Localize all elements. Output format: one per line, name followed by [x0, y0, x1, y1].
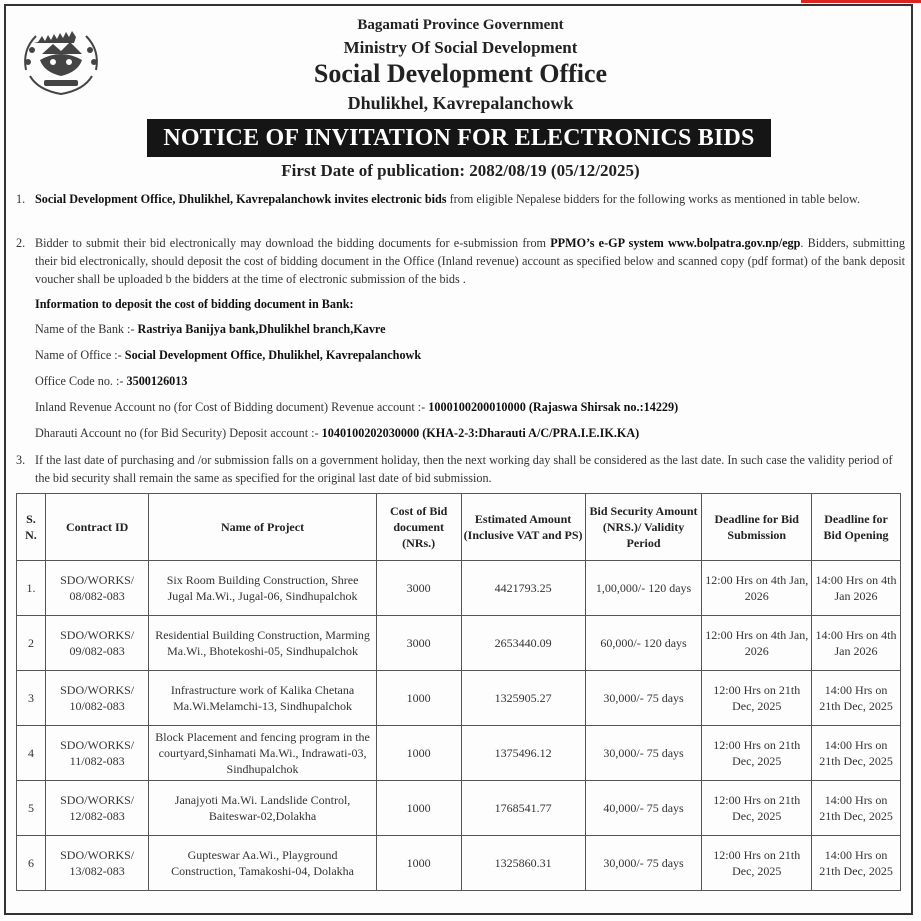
cell-bid-security: 40,000/- 75 days [585, 781, 702, 836]
para1-bold: Social Development Office, Dhulikhel, Kavrepalanchowk invites electronic bids [35, 192, 447, 206]
cell-submission-deadline: 12:00 Hrs on 21th Dec, 2025 [702, 781, 812, 836]
cell-project-name: Infrastructure work of Kalika Chetana Ma.Wi.Melamchi-13, Sindhupalchok [149, 671, 376, 726]
cell-bid-doc-cost: 1000 [376, 836, 461, 891]
bank-info-heading: Information to deposit the cost of bidding document in Bank: [35, 297, 354, 311]
office-name-value: Social Development Office, Dhulikhel, Kavrepalanchowk [124, 348, 422, 362]
cell-submission-deadline: 12:00 Hrs on 21th Dec, 2025 [702, 726, 812, 781]
office-code-value: 3500126013 [126, 374, 188, 388]
office-name-line: Name of Office :- Social Development Office, Dhulikhel, Kavrepalanchowk [35, 348, 422, 362]
cell-project-name: Block Placement and fencing program in the courtyard,Sinhamati Ma.Wi., Indrawati-03, Sindhupalchok [149, 726, 376, 781]
para1 [35, 190, 905, 208]
header-bid-doc-cost: Cost of Bid document (NRs.) [376, 494, 461, 561]
cell-sn: 1. [17, 561, 46, 616]
header-submission-deadline: Deadline for Bid Submission [702, 494, 812, 561]
cell-estimated-amount: 1768541.77 [461, 781, 585, 836]
header-bid-security: Bid Security Amount (NRS.)/ Validity Period [585, 494, 702, 561]
table-header-row [17, 494, 901, 561]
cell-estimated-amount: 1325905.27 [461, 671, 585, 726]
cell-bid-security: 30,000/- 75 days [585, 671, 702, 726]
cell-sn: 5 [17, 781, 46, 836]
para2-number: 2. [16, 236, 26, 250]
cell-contract-id: SDO/WORKS/ 13/082-083 [45, 836, 148, 891]
para3: If the last date of purchasing and /or submission falls on a government holiday, then the next working day shall be considered as the last date. In such case the validity period of the bid security shall remain the same as specified for the original last date of bid submission. [35, 453, 893, 485]
bids-table [16, 493, 901, 891]
government-name: Bagamati Province Government [357, 17, 564, 33]
cell-opening-deadline: 14:00 Hrs on 4th Jan 2026 [812, 616, 901, 671]
para1-number: 1. [16, 192, 26, 206]
header-sn: S. N. [17, 494, 46, 561]
publication-date: First Date of publication: 2082/08/19 (05/12/2025) [281, 161, 640, 180]
bank-name-value: Rastriya Banijya bank,Dhulikhel branch,Kavre [137, 322, 386, 336]
cell-submission-deadline: 12:00 Hrs on 4th Jan, 2026 [702, 616, 812, 671]
table-row [17, 726, 901, 781]
office-location: Dhulikhel, Kavrepalanchowk [347, 93, 574, 113]
cell-bid-security: 30,000/- 75 days [585, 836, 702, 891]
header-contract-id: Contract ID [45, 494, 148, 561]
cell-sn: 3 [17, 671, 46, 726]
top-rule [0, 0, 921, 3]
cell-bid-doc-cost: 1000 [376, 781, 461, 836]
office-code-line: Office Code no. :- 3500126013 [35, 374, 188, 388]
cell-contract-id: SDO/WORKS/ 08/082-083 [45, 561, 148, 616]
cell-sn: 4 [17, 726, 46, 781]
cell-sn: 6 [17, 836, 46, 891]
cell-sn: 2 [17, 616, 46, 671]
cell-opening-deadline: 14:00 Hrs on 21th Dec, 2025 [812, 726, 901, 781]
ministry-name: Ministry Of Social Development [343, 38, 578, 57]
table-row [17, 561, 901, 616]
cell-project-name: Six Room Building Construction, Shree Jugal Ma.Wi., Jugal-06, Sindhupalchok [149, 561, 376, 616]
cell-estimated-amount: 1325860.31 [461, 836, 585, 891]
cell-contract-id: SDO/WORKS/ 12/082-083 [45, 781, 148, 836]
cell-bid-doc-cost: 3000 [376, 561, 461, 616]
table-row [17, 781, 901, 836]
cell-bid-doc-cost: 1000 [376, 726, 461, 781]
table-row [17, 671, 901, 726]
para1-text: from eligible Nepalese bidders for the following works as mentioned in table below. [446, 192, 861, 206]
header-estimated-amount: Estimated Amount (Inclusive VAT and PS) [461, 494, 585, 561]
cell-estimated-amount: 2653440.09 [461, 616, 585, 671]
cell-submission-deadline: 12:00 Hrs on 21th Dec, 2025 [702, 671, 812, 726]
cell-bid-security: 60,000/- 120 days [585, 616, 702, 671]
cell-opening-deadline: 14:00 Hrs on 21th Dec, 2025 [812, 781, 901, 836]
bank-name-line: Name of the Bank :- Rastriya Banijya bank,Dhulikhel branch,Kavre [35, 322, 386, 336]
cell-contract-id: SDO/WORKS/ 11/082-083 [45, 726, 148, 781]
cell-opening-deadline: 14:00 Hrs on 21th Dec, 2025 [812, 671, 901, 726]
office-name: Social Development Office [313, 59, 608, 88]
header-opening-deadline: Deadline for Bid Opening [812, 494, 901, 561]
table-row [17, 616, 901, 671]
revenue-account-value: 1000100200010000 (Rajaswa Shirsak no.:14229) [428, 400, 679, 414]
deposit-account-line: Dharauti Account no (for Bid Security) Deposit account :- 1040100202030000 (KHA-2-3:Dharauti A/C/PRA.I.E.IK.KA) [35, 426, 640, 440]
cell-bid-security: 30,000/- 75 days [585, 726, 702, 781]
cell-contract-id: SDO/WORKS/ 09/082-083 [45, 616, 148, 671]
header-project-name: Name of Project [149, 494, 376, 561]
cell-estimated-amount: 1375496.12 [461, 726, 585, 781]
cell-bid-security: 1,00,000/- 120 days [585, 561, 702, 616]
cell-bid-doc-cost: 3000 [376, 616, 461, 671]
deposit-account-value: 1040100202030000 (KHA-2-3:Dharauti A/C/PRA.I.E.IK.KA) [321, 426, 640, 440]
cell-project-name: Residential Building Construction, Marming Ma.Wi., Bhotekoshi-05, Sindhupalchok [149, 616, 376, 671]
egp-link: PPMO’s e-GP system www.bolpatra.gov.np/egp [550, 236, 801, 250]
cell-submission-deadline: 12:00 Hrs on 4th Jan, 2026 [702, 561, 812, 616]
cell-opening-deadline: 14:00 Hrs on 4th Jan 2026 [812, 561, 901, 616]
para2-text-a: Bidder to submit their bid electronically may download the bidding documents for e-submission from [35, 236, 551, 250]
cell-bid-doc-cost: 1000 [376, 671, 461, 726]
cell-project-name: Janajyoti Ma.Wi. Landslide Control, Baiteswar-02,Dolakha [149, 781, 376, 836]
table-row [17, 836, 901, 891]
cell-opening-deadline: 14:00 Hrs on 21th Dec, 2025 [812, 836, 901, 891]
para2 [35, 234, 905, 288]
accent-rule [801, 0, 921, 3]
cell-estimated-amount: 4421793.25 [461, 561, 585, 616]
cell-project-name: Gupteswar Aa.Wi., Playground Construction, Tamakoshi-04, Dolakha [149, 836, 376, 891]
para3-number: 3. [16, 453, 26, 467]
para2-text-b: . Bidders, submitting their bid electronically, should deposit the cost of bidding document in the Office (Inland revenue) account as specified below and scanned copy (pdf format) of the bank deposit voucher shall be uploaded b the bidders at the time of electronic submission of the bids . [35, 236, 905, 286]
cell-contract-id: SDO/WORKS/ 10/082-083 [45, 671, 148, 726]
notice-title: NOTICE OF INVITATION FOR ELECTRONICS BIDS [147, 119, 771, 157]
revenue-account-line: Inland Revenue Account no (for Cost of Bidding document) Revenue account :- 1000100200010000 (Rajaswa Shirsak no.:14229) [35, 400, 679, 414]
cell-submission-deadline: 12:00 Hrs on 21th Dec, 2025 [702, 836, 812, 891]
